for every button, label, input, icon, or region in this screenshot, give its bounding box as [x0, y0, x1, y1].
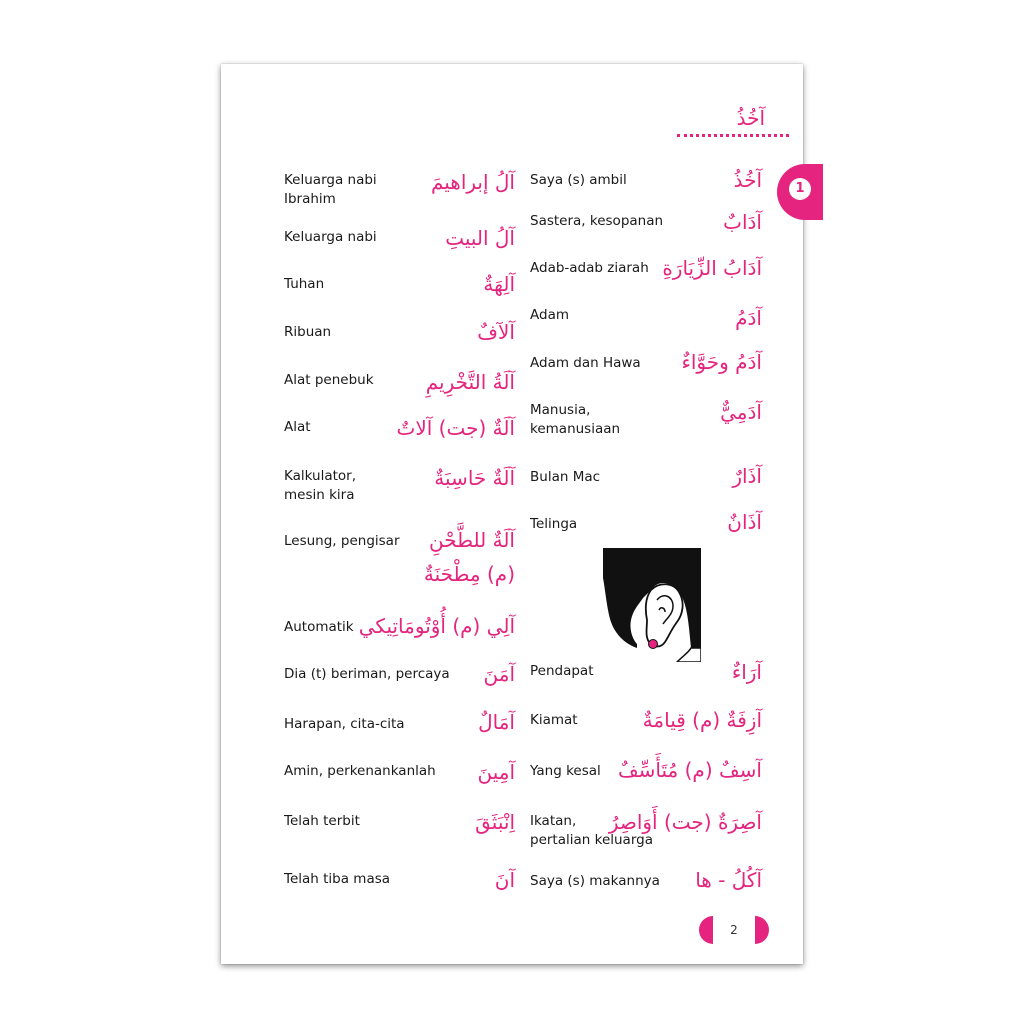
right-arabic-3: آدَمُ [735, 306, 762, 330]
right-malay-0: Saya (s) ambil [530, 172, 627, 188]
right-malay-11: Ikatan, pertalian keluarga [530, 813, 653, 848]
left-arabic-3: آلآفٌ [477, 320, 515, 344]
left-malay-0: Keluarga nabi Ibrahim [284, 172, 377, 207]
left-malay-10: Harapan, cita-cita [284, 716, 405, 732]
right-arabic-9: آزِفَةٌ (م) قِيامَةٌ [642, 708, 762, 732]
page-number-badge [699, 916, 769, 944]
chapter-tab [777, 164, 823, 220]
left-malay-13: Telah tiba masa [284, 871, 391, 887]
right-arabic-6: آذَارٌ [732, 464, 762, 488]
right-arabic-1: آدَابٌ [723, 210, 762, 234]
earring-icon [649, 640, 658, 649]
right-malay-5: Manusia, kemanusiaan [530, 402, 621, 437]
right-malay-2: Adab-adab ziarah [530, 260, 649, 276]
ear-shape [646, 584, 683, 646]
left-arabic-9: آمَنَ [483, 662, 515, 686]
header-dotted-line [677, 134, 789, 137]
right-malay-10: Yang kesal [530, 763, 601, 779]
right-malay-12: Saya (s) makannya [530, 873, 660, 889]
left-arabic-13: آنَ [494, 868, 515, 892]
right-malay-8: Pendapat [530, 663, 594, 679]
left-malay-9: Dia (t) beriman, percaya [284, 666, 450, 682]
left-malay-5: Alat [284, 419, 311, 435]
right-arabic-0: آخُذُ [733, 168, 762, 192]
left-malay-1: Keluarga nabi [284, 229, 377, 245]
page-number-right-cap [755, 916, 769, 944]
left-arabic-1: آلُ البيتِ [445, 226, 515, 250]
left-arabic-5: آلَةٌ (جت) آلاتٌ [396, 416, 515, 440]
left-arabic-12: اِنْبَثَقَ [475, 810, 515, 834]
page-header-word: آخُذُ [736, 106, 765, 130]
left-arabic-0: آلُ إبراهيمَ [430, 170, 515, 194]
left-arabic-6: آلَةٌ حَاسِبَةٌ [434, 466, 515, 490]
left-malay-3: Ribuan [284, 324, 332, 340]
page-number: 2 [730, 923, 738, 937]
right-malay-3: Adam [530, 307, 569, 323]
right-malay-6: Bulan Mac [530, 469, 601, 485]
right-arabic-4: آدَمُ وحَوَّاءٌ [681, 350, 762, 374]
ear-illustration [603, 548, 701, 662]
right-malay-7: Telinga [530, 516, 578, 532]
left-arabic-4: آلَةُ التَّخْرِيمِ [425, 370, 515, 394]
left-malay-2: Tuhan [284, 276, 325, 292]
right-arabic-10: آسِفٌ (م) مُتَأَسِّفٌ [617, 758, 762, 782]
right-malay-9: Kiamat [530, 712, 578, 728]
right-arabic-11: آصِرَةٌ (جت) أَوَاصِرُ [608, 810, 762, 834]
left-arabic-11: آمِينَ [477, 760, 515, 784]
left-malay-6: Kalkulator, mesin kira [284, 468, 357, 503]
left-arabic-7a: آلَةٌ للطَّحْنِ [429, 528, 515, 552]
right-malay-4: Adam dan Hawa [530, 355, 641, 371]
right-arabic-7: آذَانٌ [727, 510, 762, 534]
right-arabic-12: آكُلُ - ها [695, 868, 762, 892]
left-arabic-2: آلِهَةٌ [483, 272, 515, 296]
left-malay-4: Alat penebuk [284, 372, 374, 388]
left-arabic-10: آمَالٌ [478, 710, 515, 734]
chapter-number: 1 [789, 178, 811, 200]
page-number-left-cap [699, 916, 713, 944]
left-malay-7: Lesung, pengisar [284, 533, 400, 549]
left-malay-11: Amin, perkenankanlah [284, 763, 436, 779]
right-arabic-2: آدَابُ الزِّيَارَةِ [662, 256, 762, 280]
face-outline [677, 648, 701, 662]
dictionary-page [221, 64, 803, 964]
right-arabic-5: آدَمِيٌّ [720, 400, 762, 424]
left-malay-12: Telah terbit [284, 813, 360, 829]
left-arabic-8: آلِي (م) أُوْتُومَاتِيكي [358, 614, 515, 638]
right-arabic-8: آرَاءٌ [731, 660, 762, 684]
left-malay-8: Automatik [284, 619, 354, 635]
left-arabic-7b: (م) مِطْحَنَةٌ [423, 562, 515, 586]
right-malay-1: Sastera, kesopanan [530, 213, 664, 229]
